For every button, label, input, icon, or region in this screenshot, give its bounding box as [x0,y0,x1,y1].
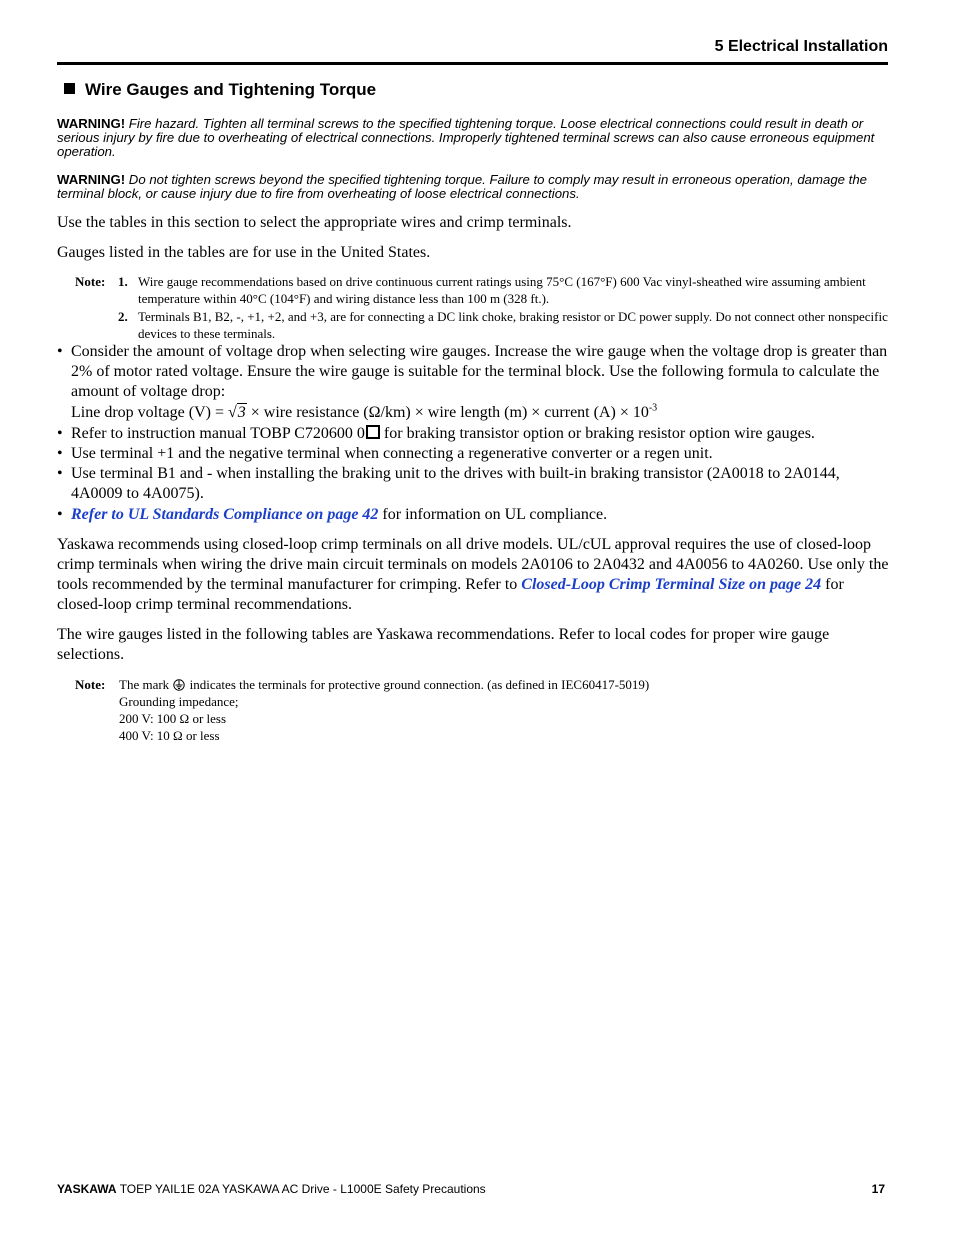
warning-text: Do not tighten screws beyond the specified tightening torque. Failure to comply may result in erroneous operation, damage the terminal block, or cause injury due to fire from overheating of loose electrical connections. [57,172,867,201]
warning-text: Fire hazard. Tighten all terminal screws to the specified tightening torque. Loose electrical connections could result in death or serious injury by fire due to overheating of electrical connections. Improperly tightened terminal screws can also cause erroneous equipment operation. [57,116,875,159]
note-item-number: 2. [118,309,128,324]
note-item-number: 1. [118,274,128,289]
intro-paragraph: Use the tables in this section to select the appropriate wires and crimp terminals. [57,214,572,231]
section-heading [64,79,376,101]
sqrt-symbol: √3 [227,404,246,421]
note-line: Grounding impedance; [119,694,239,709]
bullet-text-cont: for information on UL compliance. [378,506,608,523]
note-line: 400 V: 10 Ω or less [119,728,220,743]
bullet-text: Refer to instruction manual TOBP C720600 0 [71,425,365,442]
note-wire-gauge [75,273,890,343]
bullet-dot: • [57,465,63,482]
note-text: indicates the terminals for protective ground connection. (as defined in IEC60417-5019) [186,677,650,692]
bullet-dot: • [57,425,63,442]
bullet-ul-compliance [57,505,892,525]
bullet-braking-unit [57,464,892,504]
black-square-icon [64,83,75,94]
bullet-text-cont: for braking transistor option or braking resistor option wire gauges. [379,425,815,442]
warning-overtighten [57,173,892,201]
bullet-text: Consider the amount of voltage drop when selecting wire gauges. Increase the wire gauge when the voltage drop is greater than 2% of motor rated voltage. Ensure the wire gauge is suitable for the terminal block. Use the following formula to calculate the amount of voltage drop: [71,343,888,400]
note-item-text: Wire gauge recommendations based on drive continuous current ratings using 75°C (167°F) 600 Vac vinyl-sheathed wire assuming ambient temperature within 40°C (104°F) and wiring distance less than 100 m (328 ft.). [138,274,866,306]
note-label: Note: [75,677,106,692]
warning-label: WARNING! [57,116,126,131]
us-gauges-paragraph: Gauges listed in the tables are for use in the United States. [57,244,431,261]
formula-rest: × wire resistance (Ω/km) × wire length (m) × current (A) × 10 [246,404,649,421]
note-ground-body [119,676,889,744]
bullet-dot: • [57,343,63,360]
warning-fire-hazard [57,117,892,159]
note-item-text: Terminals B1, B2, -, +1, +2, and +3, are for connecting a DC link choke, braking resistor or DC power supply. Do not connect other nonspecific devices to these terminals. [138,309,888,341]
crimp-text: Yaskawa recommends using closed-loop crimp terminals on all drive models. UL/cUL approval requires the use of closed-loop crimp terminals when wiring the drive main circuit terminals on models 2A0106 to 2A0432 and 4A0056 to 4A0260. Use only the tools recommended by the terminal manufacturer for crimping. Refer to [57,536,889,593]
crimp-text-cont: for closed-loop crimp terminal recommendations. [57,576,844,613]
bullet-text: Use terminal +1 and the negative terminal when connecting a regenerative converter or a regen unit. [71,445,713,462]
voltage-drop-formula [57,402,892,424]
bullet-dot: • [57,445,63,462]
note-line: 200 V: 100 Ω or less [119,711,227,726]
footer-doc-title: TOEP YAIL1E 02A YASKAWA AC Drive - L1000E Safety Precautions [116,1182,486,1196]
footer-brand: YASKAWA [57,1182,117,1196]
note-ground [75,676,890,746]
page-number: 17 [871,1182,885,1196]
formula-exponent: -3 [648,402,658,414]
bullet-text: Use terminal B1 and - when installing the braking unit to the drives with built-in braking transistor (2A0018 to 2A0144, 4A0009 to 4A0075). [71,465,840,502]
note-line [119,676,889,693]
ul-compliance-link[interactable]: Refer to UL Standards Compliance on page 42 [71,506,379,523]
crimp-terminal-link[interactable]: Closed-Loop Crimp Terminal Size on page 24 [521,576,822,593]
chapter-title: 5 Electrical Installation [714,38,888,55]
note-label: Note: [75,274,106,289]
formula-prefix: Line drop voltage (V) = [71,404,228,421]
bullet-regen [57,444,892,464]
page-header [57,37,888,65]
bullet-dot: • [57,506,63,523]
warning-label: WARNING! [57,172,126,187]
bullet-braking-option [57,424,892,444]
box-icon [366,425,380,439]
bullet-voltage-drop [57,342,892,402]
crimp-terminal-paragraph [57,535,889,615]
protective-ground-icon [173,679,185,691]
sqrt-operand: 3 [237,404,246,421]
gauges-recommendation-paragraph: The wire gauges listed in the following tables are Yaskawa recommendations. Refer to local codes for proper wire gauge selections. [57,626,830,663]
note-text: The mark [119,677,173,692]
section-title: Wire Gauges and Tightening Torque [85,80,377,99]
page-footer [57,1181,885,1197]
bullet-list [57,342,892,525]
